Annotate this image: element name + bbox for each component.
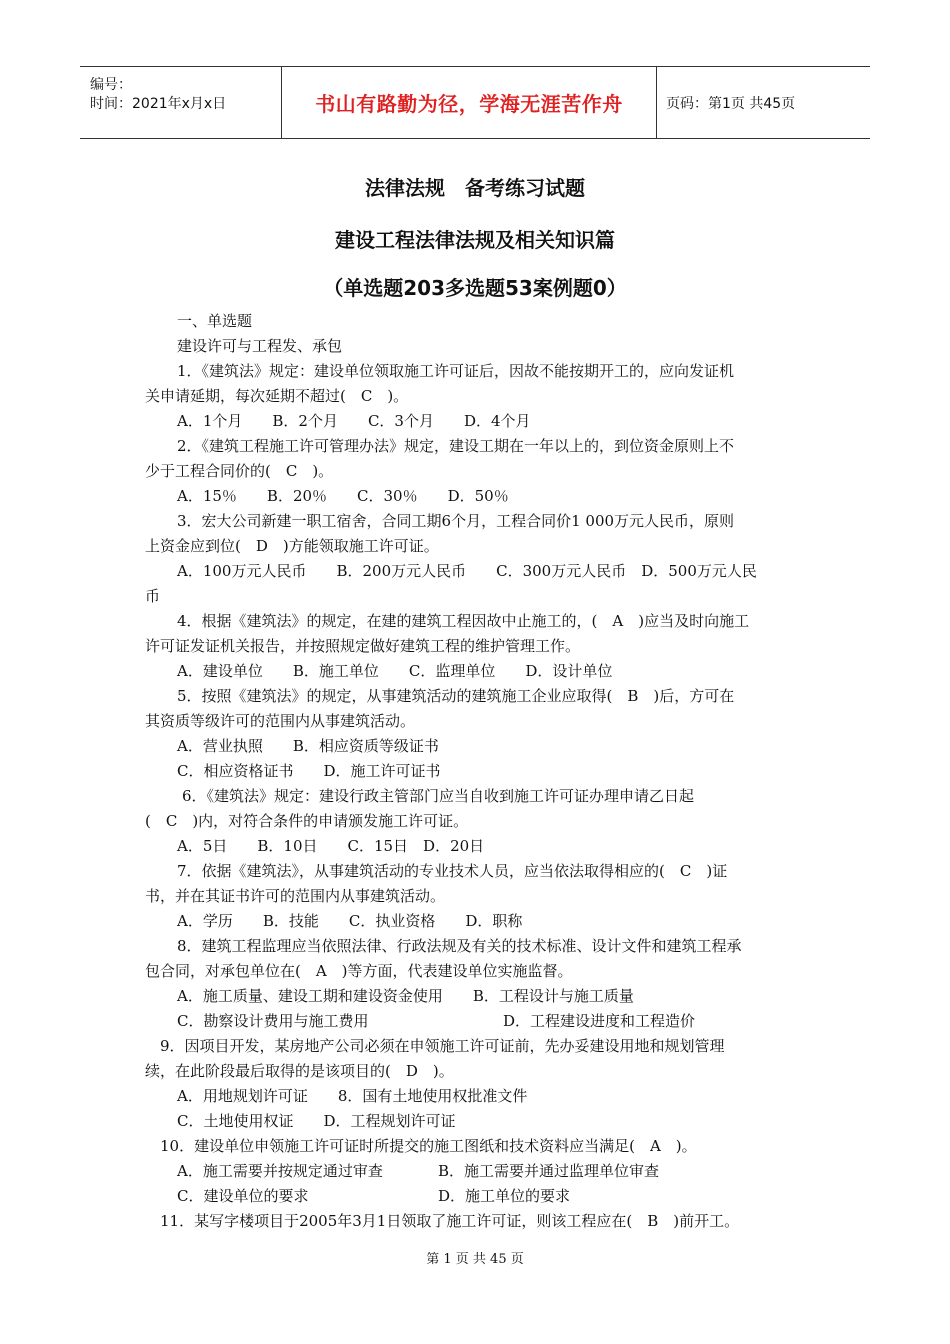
options-line: C．相应资格证书 D．施工许可证书: [177, 762, 441, 780]
question-line: 1．《建筑法》规定：建设单位领取施工许可证后，因故不能按期开工的，应向发证机: [177, 362, 735, 380]
sub-title: 建设工程法律法规及相关知识篇: [335, 228, 615, 252]
question-line: 7．依据《建筑法》，从事建筑活动的专业技术人员，应当依法取得相应的( C )证: [177, 862, 728, 880]
question-line: 8．建筑工程监理应当依照法律、行政法规及有关的技术标准、设计文件和建筑工程承: [177, 937, 742, 955]
document-header: [80, 66, 870, 139]
question-line: 6．《建筑法》规定：建设行政主管部门应当自收到施工许可证办理申请乙日起: [182, 787, 695, 805]
question-counts: （单选题203多选题53案例题0）: [323, 276, 627, 300]
question-line: 4．根据《建筑法》的规定，在建的建筑工程因故中止施工的，( A )应当及时向施工: [177, 612, 750, 630]
options-line: 币: [145, 587, 161, 605]
serial-label: 编号：: [90, 77, 132, 93]
question-line: 书，并在其证书许可的范围内从事建筑活动。: [145, 887, 446, 905]
question-line: 10．建设单位申领施工许可证时所提交的施工图纸和技术资料应当满足( A )。: [160, 1137, 697, 1155]
question-line: 上资金应到位( D )方能领取施工许可证。: [145, 537, 439, 555]
options-line: A．学历 B．技能 C．执业资格 D．职称: [177, 912, 523, 930]
question-line: 许可证发证机关报告，并按照规定做好建筑工程的维护管理工作。: [145, 637, 581, 655]
question-line: 5．按照《建筑法》的规定，从事建筑活动的建筑施工企业应取得( B )后，方可在: [177, 687, 735, 705]
options-line: A．100万元人民币 B．200万元人民币 C．300万元人民币 D．500万元人民: [177, 562, 757, 580]
options-line: B．施工需要并通过监理单位审查: [438, 1162, 660, 1180]
page-info: 页码：第1页 共45页: [666, 95, 796, 112]
question-line: 关申请延期，每次延期不超过( C )。: [145, 387, 409, 405]
options-line: A．用地规划许可证 8．国有土地使用权批准文件: [177, 1087, 528, 1105]
question-line: 续，在此阶段最后取得的是该项目的( D )。: [145, 1062, 454, 1080]
subsection-heading: 建设许可与工程发、承包: [177, 337, 343, 355]
main-title: 法律法规 备考练习试题: [365, 176, 585, 200]
options-line: C．土地使用权证 D．工程规划许可证: [177, 1112, 456, 1130]
options-line: A．15％ B．20％ C．30％ D．50％: [177, 487, 509, 505]
header-meta-cell: [80, 67, 282, 138]
question-line: 3．宏大公司新建一职工宿舍，合同工期6个月，工程合同价1 000万元人民币，原则: [177, 512, 735, 530]
motto-text: 书山有路勤为径，学海无涯苦作舟: [315, 92, 623, 116]
options-line: D．施工单位的要求: [438, 1187, 571, 1205]
question-line: 2．《建筑工程施工许可管理办法》规定，建设工期在一年以上的，到位资金原则上不: [177, 437, 735, 455]
options-line: A．建设单位 B．施工单位 C．监理单位 D．设计单位: [177, 662, 613, 680]
options-line: A．1个月 B．2个月 C．3个月 D．4个月: [177, 412, 531, 430]
options-line: C．勘察设计费用与施工费用: [177, 1012, 369, 1030]
options-line: A．施工需要并按规定通过审查: [177, 1162, 383, 1180]
question-line: 11．某写字楼项目于2005年3月1日领取了施工许可证，则该工程应在( B )前开工。: [160, 1212, 740, 1230]
options-line: A．施工质量、建设工期和建设资金使用 B．工程设计与施工质量: [177, 987, 634, 1005]
question-line: 少于工程合同价的( C )。: [145, 462, 334, 480]
header-motto-cell: [282, 67, 657, 138]
options-line: D．工程建设进度和工程造价: [503, 1012, 696, 1030]
header-page-cell: [657, 67, 870, 138]
question-line: 其资质等级许可的范围内从事建筑活动。: [145, 712, 416, 730]
question-line: ( C )内，对符合条件的申请颁发施工许可证。: [145, 812, 469, 830]
question-line: 9．因项目开发，某房地产公司必须在申领施工许可证前，先办妥建设用地和规划管理: [160, 1037, 725, 1055]
options-line: A．5日 B．10日 C．15日 D．20日: [177, 837, 485, 855]
date-label: 时间：2021年x月x日: [90, 96, 227, 112]
section-heading: 一、单选题: [177, 312, 253, 330]
page-footer: 第 1 页 共 45 页: [426, 1252, 524, 1267]
options-line: C．建设单位的要求: [177, 1187, 309, 1205]
options-line: A．营业执照 B．相应资质等级证书: [177, 737, 439, 755]
question-line: 包合同，对承包单位在( A )等方面，代表建设单位实施监督。: [145, 962, 573, 980]
